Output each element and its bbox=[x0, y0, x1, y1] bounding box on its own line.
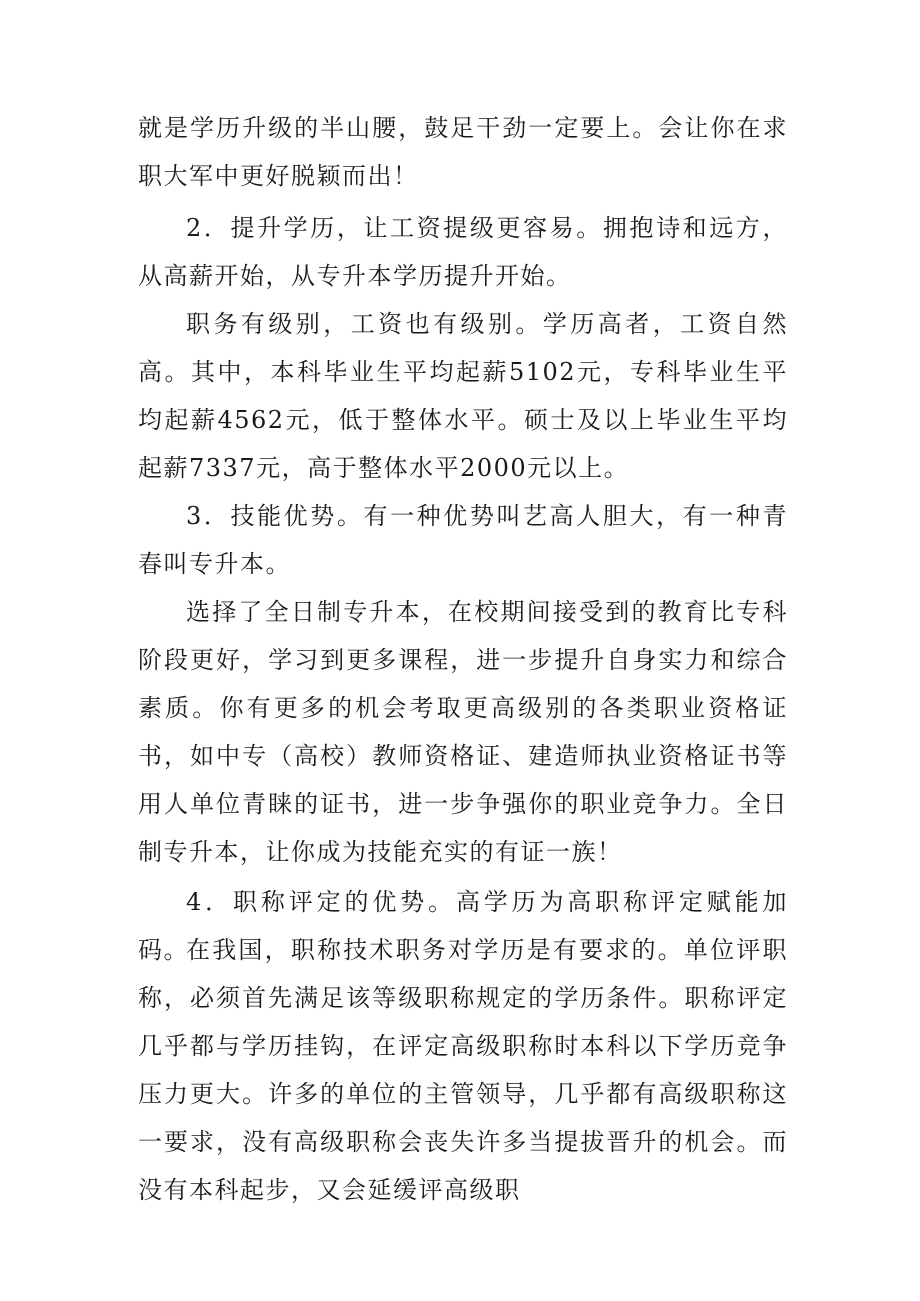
paragraph-point-2-heading: 2．提升学历，让工资提级更容易。拥抱诗和远方，从高薪开始，从专升本学历提升开始。 bbox=[138, 214, 788, 290]
paragraph-skills-details: 选择了全日制专升本，在校期间接受到的教育比专科阶段更好，学习到更多课程，进一步提升自身实力和综合素质。你有更多的机会考取更高级别的各类职业资格证书，如中专（高校）教师资格证、建造师执业资格证书等用人单位青睐的证书，进一步争强你的职业竞争力。全日制专升本，让你成为技能充实的有证一族！ bbox=[138, 598, 788, 866]
paragraph-point-4-heading: 4．职称评定的优势。高学历为高职称评定赋能加码。 bbox=[138, 888, 788, 964]
paragraph-title-evaluation-details: 在我国，职称技术职务对学历是有要求的。单位评职称，必须首先满足该等级职称规定的学历条件。职称评定几乎都与学历挂钩，在评定高级职称时本科以下学历竞争压力更大。许多的单位的主管领导，几乎都有高级职称这一要求，没有高级职称会丧失许多当提拔晋升的机会。而没有本科起步，又会延缓评高级职 bbox=[138, 936, 788, 1204]
paragraph-point-3-heading: 3．技能优势。有一种优势叫艺高人胆大，有一种青春叫专升本。 bbox=[138, 502, 788, 578]
paragraph-continuation: 就是学历升级的半山腰，鼓足干劲一定要上。会让你在求职大军中更好脱颖而出！ bbox=[138, 114, 788, 190]
paragraph-salary-details: 职务有级别，工资也有级别。学历高者，工资自然高。其中，本科毕业生平均起薪5102元，专科毕业生平均起薪4562元，低于整体水平。硕士及以上毕业生平均起薪7337元，高于整体水平2000元以上。 bbox=[138, 310, 788, 482]
